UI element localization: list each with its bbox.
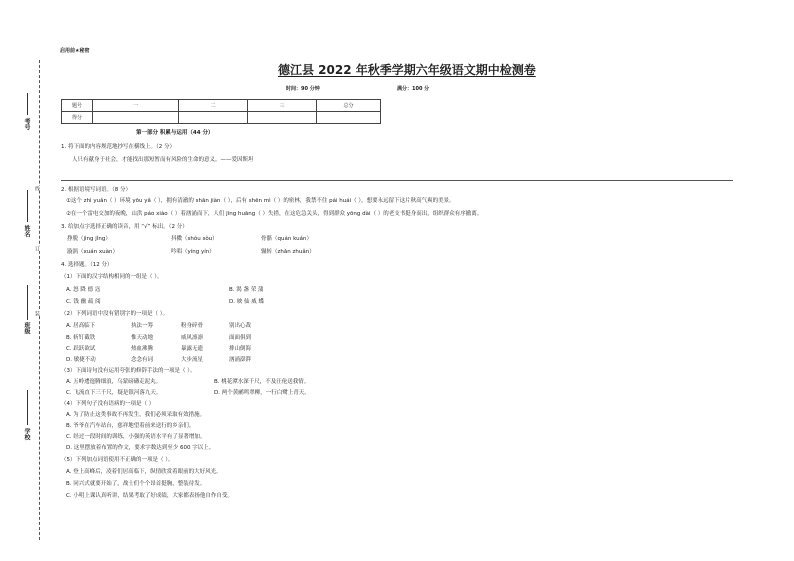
score-table-cell: 题号	[62, 100, 93, 112]
q4-sub5-option[interactable]: C. 小明上课认真听讲，结果考取了好成绩，大家都表扬他自作自受。	[66, 493, 233, 499]
secret-label: 启用前★秘密	[60, 48, 90, 54]
q4-sub4-option[interactable]: B. 爷爷在汽车站台，慈祥地望着前来送行的乡亲们。	[66, 423, 195, 429]
q2-title: 2. 根据语境写词语。（8 分）	[61, 187, 131, 193]
q4-sub2-word: 惟天动地	[131, 335, 154, 341]
score-table-cell: 三	[248, 100, 317, 112]
score-table-cell: 二	[179, 100, 248, 112]
q2-line2: ②在一个雷电交加的夜晚，山洪 páo xiào（ ）着汹涌而下，人们 jīng huāng（ ）失措，在这危急关头，得到群众 yōng dài（ ）的老支书挺身而出，组织群众有序撤离。	[66, 211, 483, 217]
q4-sub2-option[interactable]: B. 斩钉截铁	[66, 335, 96, 341]
q4-sub2-word: 面面俱到	[229, 335, 252, 341]
exam-full-score: 满分：100 分	[397, 86, 430, 92]
exam-no-blank	[27, 93, 28, 115]
binding-label-school: 学校	[23, 428, 30, 440]
q3-item[interactable]: 辗转（zhǎn zhuǎn）	[261, 249, 315, 255]
q4-sub2-option[interactable]: D. 敏捷不动	[66, 357, 96, 363]
q4-sub2-option[interactable]: C. 跃跃欲试	[66, 346, 96, 352]
q4-sub3-option[interactable]: D. 两个黄鹂鸣翠柳，一行白鹭上青天。	[214, 390, 310, 396]
q4-sub2-word: 汹涌澎湃	[229, 357, 252, 363]
q4-sub2-word: 热血沸腾	[131, 346, 154, 352]
score-table-cell: 总分	[317, 100, 381, 112]
binding-label-class: 班级	[23, 322, 30, 334]
q4-sub2-word: 威风凛凛	[181, 335, 204, 341]
q3-title: 3. 给加点字选择正确的读音，用 “√” 标出。（2 分）	[61, 224, 188, 230]
binding-line	[39, 60, 40, 540]
q4-sub2-word: 别出心裁	[229, 323, 252, 329]
q1-title: 1. 将下面的内容规范地抄写在横线上。（2 分）	[61, 144, 175, 150]
q4-sub3-option[interactable]: B. 桃花潭水深千尺，不及汪伦送我情。	[214, 379, 310, 385]
q4-sub3-option[interactable]: A. 五岭逶迤腾细浪，乌蒙磅礴走泥丸。	[66, 379, 162, 385]
q4-sub2-option[interactable]: A. 居高临下	[66, 323, 96, 329]
q4-sub2-word: 暴露无遗	[181, 346, 204, 352]
q4-sub1-option[interactable]: D. 映 仙 威 蝶	[229, 299, 264, 305]
q4-sub3: （3）下面诗句没有运用夸张的修辞手法的一项是（ ）。	[61, 368, 196, 374]
q4-title: 4. 选择题。（12 分）	[61, 262, 113, 268]
binding-label-exam-no: 考号	[23, 118, 30, 130]
binding-mark-zhuang: 装	[34, 311, 40, 316]
part1-heading: 第一部分 积累与运用（44 分）	[136, 130, 214, 136]
school-blank	[27, 390, 28, 425]
binding-mark-ding: 订	[34, 246, 40, 251]
exam-time: 时间：90 分钟	[286, 86, 320, 92]
page-title: 德江县 2022 年秋季学期六年级语文期中检测卷	[278, 63, 536, 77]
q1-quote: 人只有献身于社会，才能找出那短暂而有风险的生命的意义。——爱因斯坦	[72, 157, 254, 163]
name-blank	[27, 190, 28, 222]
q4-sub1: （1）下面的汉字结构相同的一组是（ ）。	[61, 274, 163, 280]
q4-sub1-option[interactable]: B. 渴 盏 荣 蒲	[229, 287, 264, 293]
q3-item[interactable]: 挣脱（jìng jǐng）	[67, 236, 111, 242]
q4-sub4-option[interactable]: D. 这里摆放着布置的作文，要求字数达到至少 600 字以上。	[66, 445, 215, 451]
q4-sub2-word: 大步流星	[181, 357, 204, 363]
score-table-cell: 得分	[62, 112, 93, 124]
q3-item[interactable]: 抖擞（shǒu sǒu）	[171, 236, 218, 242]
q4-sub5: （5）下列加点词语使用不正确的一项是（ ）。	[61, 457, 174, 463]
score-table-cell: 一	[93, 100, 179, 112]
binding-mark-xian: 线	[34, 186, 40, 191]
q4-sub3-option[interactable]: C. 飞流直下三千尺，疑是银河落九天。	[66, 390, 162, 396]
score-input-cell[interactable]	[179, 112, 248, 124]
q4-sub1-option[interactable]: C. 钱 幽 疏 阅	[66, 299, 101, 305]
q4-sub2-word: 粉身碎骨	[181, 323, 204, 329]
q4-sub2-word: 执法一筹	[131, 323, 154, 329]
q3-item[interactable]: 骨骼（quán kuán）	[261, 236, 312, 242]
q4-sub2: （2）下列词语中没有错别字的一项是（ ）。	[61, 311, 168, 317]
score-input-cell[interactable]	[317, 112, 381, 124]
binding-label-name: 姓名	[23, 225, 30, 237]
q4-sub5-option[interactable]: A. 登上高峰后，凌着们居高临下，纵情欣赏着眼前的大好风光。	[66, 469, 222, 475]
class-blank	[27, 285, 28, 320]
q4-sub4: （4）下列句子没有语病的一项是（ ）	[61, 401, 155, 407]
q4-sub2-word: 念念有词	[131, 357, 154, 363]
q4-sub1-option[interactable]: A. 怒 降 德 寇	[66, 287, 101, 293]
q4-sub4-option[interactable]: A. 为了防止这类事故不再发生，我们必须采取有效措施。	[66, 412, 206, 418]
q1-answer-line[interactable]	[61, 180, 733, 181]
q2-line1: ①这个 zhì yuǎn（ ）环境 yōu yǎ（ ），拥有清澈的 shān jiàn（ ），后有 shēn mì（ ）的密林，我禁不住 pái huái（ ），想要永远留下这片秋高气爽的美景。	[66, 198, 455, 204]
q4-sub5-option[interactable]: B. 同兴式就要开始了，战士们个个昂首挺胸，整装待发。	[66, 481, 206, 487]
score-input-cell[interactable]	[93, 112, 179, 124]
q4-sub4-option[interactable]: C. 经过一段时间的训练，小强的英语水平有了显著增加。	[66, 434, 206, 440]
q4-sub2-word: 排山倒海	[229, 346, 252, 352]
q3-item[interactable]: 吟唱（yíng yín）	[171, 249, 215, 255]
score-table	[61, 99, 381, 124]
score-input-cell[interactable]	[248, 112, 317, 124]
q3-item[interactable]: 漩涡（xuán xuàn）	[67, 249, 118, 255]
